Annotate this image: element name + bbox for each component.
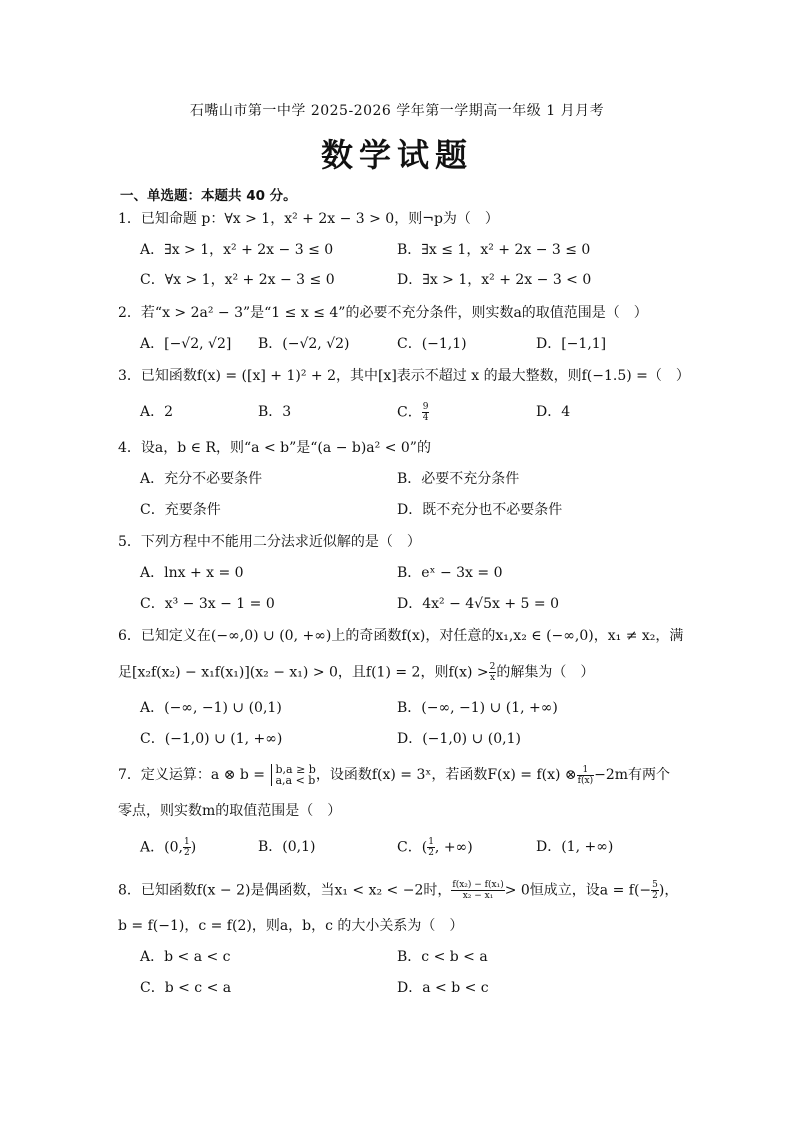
q7-piecewise — [271, 764, 315, 786]
q7-tail-text: −2m有两个 — [594, 767, 671, 783]
q1-option-a: A．∃x > 1，x² + 2x − 3 ≤ 0 — [140, 242, 334, 258]
fraction-denominator: x₂ − x₁ — [462, 891, 494, 901]
q3-option-b: B．3 — [258, 404, 292, 420]
q6-condition-text: 足[x₂f(x₂) − x₁f(x₁)](x₂ − x₁) > 0，且f(1) = 2，则f(x) > — [118, 664, 489, 681]
q8-option-c: C．b < c < a — [140, 980, 232, 996]
q1-option-d: D．∃x > 1，x² + 2x − 3 < 0 — [397, 272, 592, 288]
q6-option-d: D．(−1,0) ∪ (0,1) — [397, 731, 521, 747]
q6-option-a: A．(−∞, −1) ∪ (0,1) — [140, 700, 282, 716]
question-6-stem-line-2 — [118, 662, 594, 683]
q7-option-c-label: C． — [397, 839, 422, 856]
q8-condition-text: 8．已知函数f(x − 2)是偶函数，当x₁ < x₂ < −2时， — [118, 882, 452, 899]
fraction-numerator: 1 — [577, 765, 594, 776]
fraction-denominator: 2 — [428, 848, 434, 858]
q3-option-d: D．4 — [536, 404, 571, 420]
question-6-stem-line-1: 6．已知定义在(−∞,0) ∪ (0, +∞)上的奇函数f(x)，对任意的x₁,x₂ ∈ (−∞,0)，x₁ ≠ x₂，满 — [118, 628, 684, 644]
q4-option-d: D．既不充分也不必要条件 — [397, 502, 563, 518]
q8-option-d: D．a < b < c — [397, 980, 489, 996]
q8-condition-mid: > 0恒成立，设a = f(− — [504, 882, 652, 899]
question-7-stem-line-1 — [118, 764, 670, 786]
q7-option-a-open: (0, — [164, 839, 183, 856]
q2-option-d: D．[−1,1] — [536, 336, 607, 352]
fraction-numerator: 1 — [428, 837, 434, 847]
q7-definition-text: 7．定义运算：a ⊗ b = — [118, 767, 266, 783]
q7-option-a-fraction — [183, 837, 191, 858]
question-3-stem: 3．已知函数f(x) = ([x] + 1)² + 2，其中[x]表示不超过 x 的最大整数，则f(−1.5) =（ ） — [118, 368, 690, 384]
q7-piece-1: b,a ≥ b — [275, 763, 316, 776]
q7-option-a-label: A． — [140, 839, 165, 856]
q7-option-d: D．(1, +∞) — [536, 839, 614, 855]
question-2-stem: 2．若“x > 2a² − 3”是“1 ≤ x ≤ 4”的必要不充分条件，则实数a的取值范围是（ ） — [118, 305, 648, 321]
q4-option-a: A．充分不必要条件 — [140, 471, 263, 487]
exam-subtitle: 石嘴山市第一中学 2025-2026 学年第一学期高一年级 1 月月考 — [189, 103, 605, 119]
question-5-stem: 5．下列方程中不能用二分法求近似解的是（ ） — [118, 534, 421, 550]
fraction-numerator: 2 — [489, 662, 496, 672]
q6-condition-tail: 的解集为（ ） — [496, 664, 595, 681]
q5-option-d: D．4x² − 4√5x + 5 = 0 — [397, 596, 559, 612]
q2-option-b: B．(−√2, √2) — [258, 336, 350, 352]
q6-option-b: B．(−∞, −1) ∪ (1, +∞) — [397, 700, 558, 716]
q8-option-a: A．b < a < c — [140, 949, 231, 965]
q7-option-a — [140, 837, 196, 858]
fraction-denominator: 2 — [183, 848, 190, 858]
question-8-stem-line-1 — [118, 880, 678, 901]
q7-function-text: ，设函数f(x) = 3ˣ，若函数F(x) = f(x) ⊗ — [315, 767, 577, 783]
q1-option-c: C．∀x > 1，x² + 2x − 3 ≤ 0 — [140, 272, 335, 288]
fraction-numerator: f(x₂) − f(x₁) — [452, 880, 504, 890]
question-1-stem: 1．已知命题 p：∀x > 1，x² + 2x − 3 > 0，则¬p为（ ） — [118, 211, 499, 227]
fraction-denominator: x — [489, 673, 496, 683]
q4-option-b: B．必要不充分条件 — [397, 471, 520, 487]
q5-option-c: C．x³ − 3x − 1 = 0 — [140, 596, 275, 612]
q7-option-c-close: , +∞) — [434, 839, 473, 856]
q7-fraction — [577, 765, 594, 786]
q3-option-c — [397, 402, 429, 423]
q7-option-c — [397, 837, 473, 858]
q2-option-a: A．[−√2, √2] — [140, 336, 232, 352]
q8-difference-quotient — [451, 880, 504, 901]
q5-option-b: B．eˣ − 3x = 0 — [397, 565, 503, 581]
q1-option-b: B．∃x ≤ 1，x² + 2x − 3 ≤ 0 — [397, 242, 591, 258]
q7-piece-2: a,a < b — [275, 774, 316, 787]
fraction-numerator: 5 — [652, 880, 658, 890]
question-8-stem-line-2: b = f(−1)，c = f(2)，则a，b，c 的大小关系为（ ） — [118, 918, 464, 934]
q8-option-b: B．c < b < a — [397, 949, 488, 965]
q8-fraction-five-halves — [651, 880, 659, 901]
q2-option-c: C．(−1,1) — [397, 336, 467, 352]
exam-title: 数学试题 — [320, 136, 473, 174]
fraction-denominator: f(x) — [577, 775, 594, 786]
section-heading: 一、单选题：本题共 40 分。 — [120, 188, 297, 204]
q7-option-c-fraction — [427, 837, 435, 858]
question-7-stem-line-2: 零点，则实数m的取值范围是（ ） — [118, 803, 342, 819]
q7-option-c-open: ( — [421, 839, 428, 856]
q7-option-b: B．(0,1) — [258, 839, 316, 855]
q4-option-c: C．充要条件 — [140, 502, 221, 518]
q8-condition-tail: )， — [658, 882, 679, 899]
q6-option-c: C．(−1,0) ∪ (1, +∞) — [140, 731, 283, 747]
fraction-denominator: 4 — [422, 413, 429, 423]
fraction-numerator: 1 — [183, 837, 190, 847]
q3-option-c-label: C． — [397, 404, 422, 421]
q5-option-a: A．lnx + x = 0 — [140, 565, 244, 581]
q3-option-a: A．2 — [140, 404, 174, 420]
fraction-numerator: 9 — [422, 402, 429, 412]
q3-option-c-fraction — [422, 402, 430, 423]
question-4-stem: 4．设a，b ∈ R，则“a < b”是“(a − b)a² < 0”的 — [118, 440, 431, 456]
q7-option-a-close: ) — [190, 839, 197, 856]
fraction-denominator: 2 — [652, 891, 658, 901]
